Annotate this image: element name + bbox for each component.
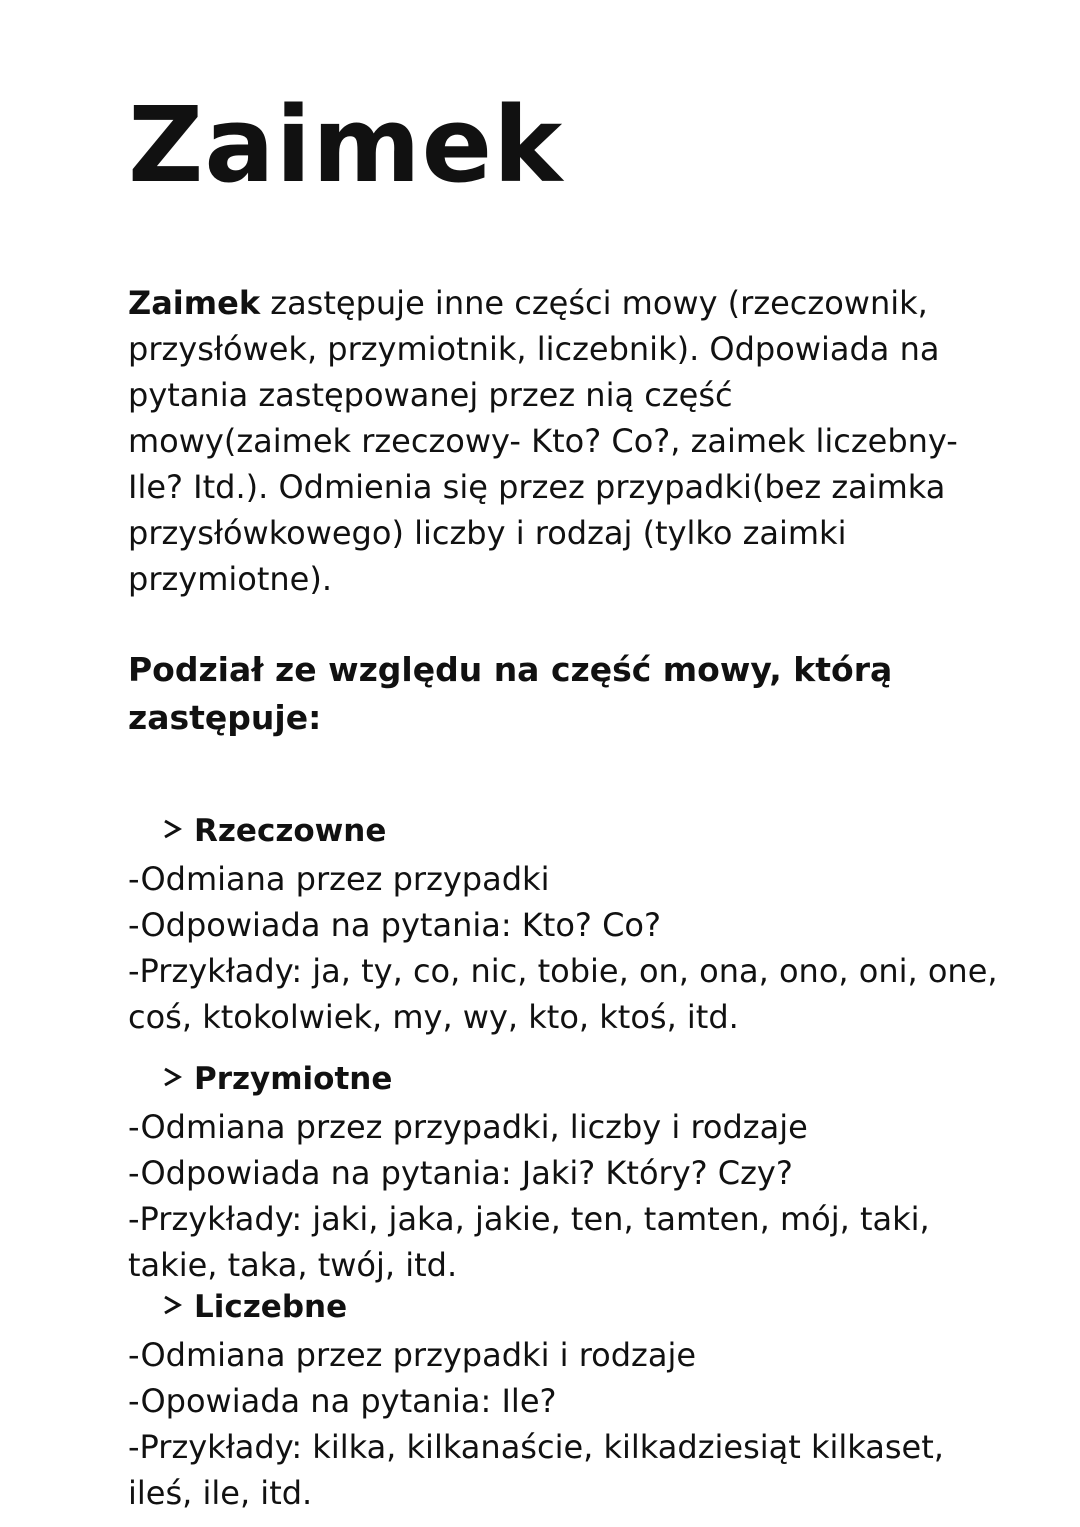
arrow-right-icon [162,1067,186,1091]
section-heading: Podział ze względu na część mowy, którą zastępuje: [128,650,893,737]
page-title: Zaimek [128,84,564,206]
list-item: -Przykłady: kilka, kilkanaście, kilkadziesiąt kilkaset, ileś, ile, itd. [128,1428,944,1512]
list-item: -Przykłady: jaki, jaka, jakie, ten, tamten, mój, taki, takie, taka, twój, itd. [128,1200,930,1284]
list-item: -Odpowiada na pytania: Kto? Co? [128,906,661,944]
arrow-right-icon [162,1295,186,1319]
intro-bold-term: Zaimek [128,284,261,322]
group-title-row [162,808,1008,854]
list-item: -Odmiana przez przypadki i rodzaje [128,1336,697,1374]
intro-text: zastępuje inne części mowy (rzeczownik, przysłówek, przymiotnik, liczebnik). Odpowiada na pytania zastępowanej przez nią część mowy(zaimek rzeczowy- Kto? Co?, zaimek liczebny- Ile? Itd.). Odmienia się przez przypadki(bez zaimka przysłówkowego) liczby i rodzaj (tylko zaimki przymiotne). [128,284,958,598]
list-item: -Przykłady: ja, ty, co, nic, tobie, on, ona, ono, oni, one, coś, ktokolwiek, my, wy, kto, ktoś, itd. [128,952,998,1036]
group-title-row [162,1056,1008,1102]
group-liczebne [128,1284,1008,1516]
group-title: Przymiotne [194,1061,393,1097]
group-title: Liczebne [194,1289,348,1325]
group-przymiotne [128,1056,1008,1288]
list-item: -Odmiana przez przypadki [128,860,550,898]
list-item: -Odpowiada na pytania: Jaki? Który? Czy? [128,1154,793,1192]
group-title-row [162,1284,1008,1330]
group-title: Rzeczowne [194,813,387,849]
group-rzeczowne [128,808,1008,1040]
arrow-right-icon [162,819,186,843]
intro-paragraph [128,280,958,602]
list-item: -Odmiana przez przypadki, liczby i rodzaje [128,1108,808,1146]
list-item: -Opowiada na pytania: Ile? [128,1382,557,1420]
